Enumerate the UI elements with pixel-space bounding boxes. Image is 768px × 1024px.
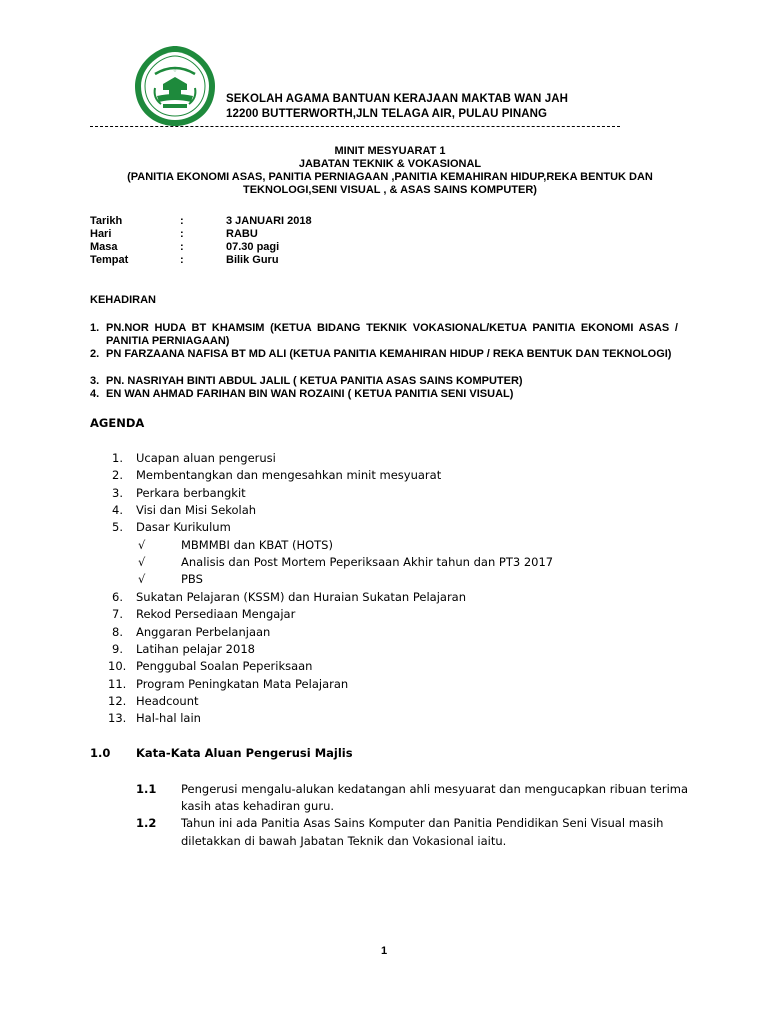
agenda-text: Ucapan aluan pengerusi (136, 451, 276, 465)
title-line-4: TEKNOLOGI,SENI VISUAL , & ASAS SAINS KOMPUTER) (243, 184, 537, 196)
agenda-num: 4. (112, 503, 123, 517)
agenda-text: Anggaran Perbelanjaan (136, 625, 271, 639)
title-line-3: (PANITIA EKONOMI ASAS, PANITIA PERNIAGAAN ,PANITIA KEMAHIRAN HIDUP,REKA BENTUK DAN (127, 171, 653, 183)
agenda-subitem-text: MBMMBI dan KBAT (HOTS) (181, 538, 333, 552)
agenda-num: 10. (108, 659, 127, 673)
subsection-text-line: diletakkan di bawah Jabatan Teknik dan Vokasional iaitu. (181, 834, 507, 848)
header-divider (90, 126, 620, 127)
agenda-num: 5. (112, 520, 123, 534)
subsection-text-line: Pengerusi mengalu-alukan kedatangan ahli mesyuarat dan mengucapkan ribuan terima (181, 782, 689, 796)
subsection-text-line: Tahun ini ada Panitia Asas Sains Komputer dan Panitia Pendidikan Seni Visual masih (181, 816, 664, 830)
check-icon: √ (138, 572, 146, 586)
attendance-text: PN FARZAANA NAFISA BT MD ALI (KETUA PANITIA KEMAHIRAN HIDUP / REKA BENTUK DAN TEKNOLOGI) (106, 348, 672, 360)
agenda-subitem-text: PBS (181, 572, 203, 586)
meta-value: Bilik Guru (226, 254, 279, 266)
school-logo (133, 44, 217, 128)
school-name: SEKOLAH AGAMA BANTUAN KERAJAAN MAKTAB WAN JAH (226, 93, 569, 105)
attendance-num: 3. (90, 375, 100, 387)
agenda-num: 2. (112, 468, 123, 482)
meta-sep: : (180, 254, 184, 266)
agenda-num: 1. (112, 451, 123, 465)
agenda-text: Hal-hal lain (136, 711, 201, 725)
agenda-text: Headcount (136, 694, 199, 708)
check-icon: √ (138, 555, 146, 569)
attendance-item (90, 322, 678, 348)
agenda-text: Rekod Persediaan Mengajar (136, 607, 296, 621)
svg-text:۞: ۞ (173, 67, 177, 73)
title-line-1: MINIT MESYUARAT 1 (334, 145, 446, 157)
subsection-number: 1.2 (136, 816, 157, 830)
section-title: Kata-Kata Aluan Pengerusi Majlis (136, 746, 353, 760)
meta-sep: : (180, 215, 184, 227)
attendance-num: 4. (90, 388, 100, 400)
agenda-text: Visi dan Misi Sekolah (136, 503, 257, 517)
agenda-subitem-text: Analisis dan Post Mortem Peperiksaan Akhir tahun dan PT3 2017 (181, 555, 554, 569)
attendance-heading: KEHADIRAN (90, 294, 156, 306)
agenda-num: 12. (108, 694, 127, 708)
subsection-text-line: kasih atas kehadiran guru. (181, 799, 335, 813)
meta-label: Tempat (90, 254, 129, 266)
agenda-text: Membentangkan dan mengesahkan minit mesyuarat (136, 468, 442, 482)
school-address: 12200 BUTTERWORTH,JLN TELAGA AIR, PULAU PINANG (226, 108, 548, 120)
meta-value: RABU (226, 228, 258, 240)
agenda-num: 9. (112, 642, 123, 656)
attendance-num: 1. (90, 322, 100, 334)
attendance-item (90, 375, 678, 388)
check-icon: √ (138, 538, 146, 552)
meta-value: 3 JANUARI 2018 (226, 215, 312, 227)
page-number: 1 (380, 945, 388, 957)
agenda-heading: AGENDA (90, 416, 145, 430)
agenda-num: 13. (108, 711, 127, 725)
attendance-text: EN WAN AHMAD FARIHAN BIN WAN ROZAINI ( KETUA PANITIA SENI VISUAL) (106, 388, 514, 400)
agenda-text: Program Peningkatan Mata Pelajaran (136, 677, 349, 691)
meta-label: Hari (90, 228, 112, 240)
meta-sep: : (180, 228, 184, 240)
agenda-num: 6. (112, 590, 123, 604)
agenda-text: Penggubal Soalan Peperiksaan (136, 659, 313, 673)
attendance-text: PN.NOR HUDA BT KHAMSIM (KETUA BIDANG TEKNIK VOKASIONAL/KETUA PANITIA EKONOMI ASAS / PANITIA PERNIAGAAN) (106, 322, 678, 347)
minutes-title (90, 145, 690, 197)
agenda-num: 11. (108, 677, 127, 691)
attendance-num: 2. (90, 348, 100, 360)
meta-sep: : (180, 241, 184, 253)
agenda-num: 3. (112, 486, 123, 500)
attendance-item (90, 348, 678, 361)
agenda-num: 8. (112, 625, 123, 639)
agenda-text: Perkara berbangkit (136, 486, 246, 500)
attendance-item (90, 388, 678, 401)
attendance-text: PN. NASRIYAH BINTI ABDUL JALIL ( KETUA PANITIA ASAS SAINS KOMPUTER) (106, 375, 523, 387)
agenda-text: Dasar Kurikulum (136, 520, 231, 534)
meta-label: Masa (90, 241, 118, 253)
agenda-text: Latihan pelajar 2018 (136, 642, 255, 656)
meta-value: 07.30 pagi (226, 241, 280, 253)
agenda-num: 7. (112, 607, 123, 621)
section-number: 1.0 (90, 746, 111, 760)
subsection-number: 1.1 (136, 782, 157, 796)
title-line-2: JABATAN TEKNIK & VOKASIONAL (298, 158, 482, 170)
agenda-text: Sukatan Pelajaran (KSSM) dan Huraian Sukatan Pelajaran (136, 590, 467, 604)
meta-label: Tarikh (90, 215, 123, 227)
